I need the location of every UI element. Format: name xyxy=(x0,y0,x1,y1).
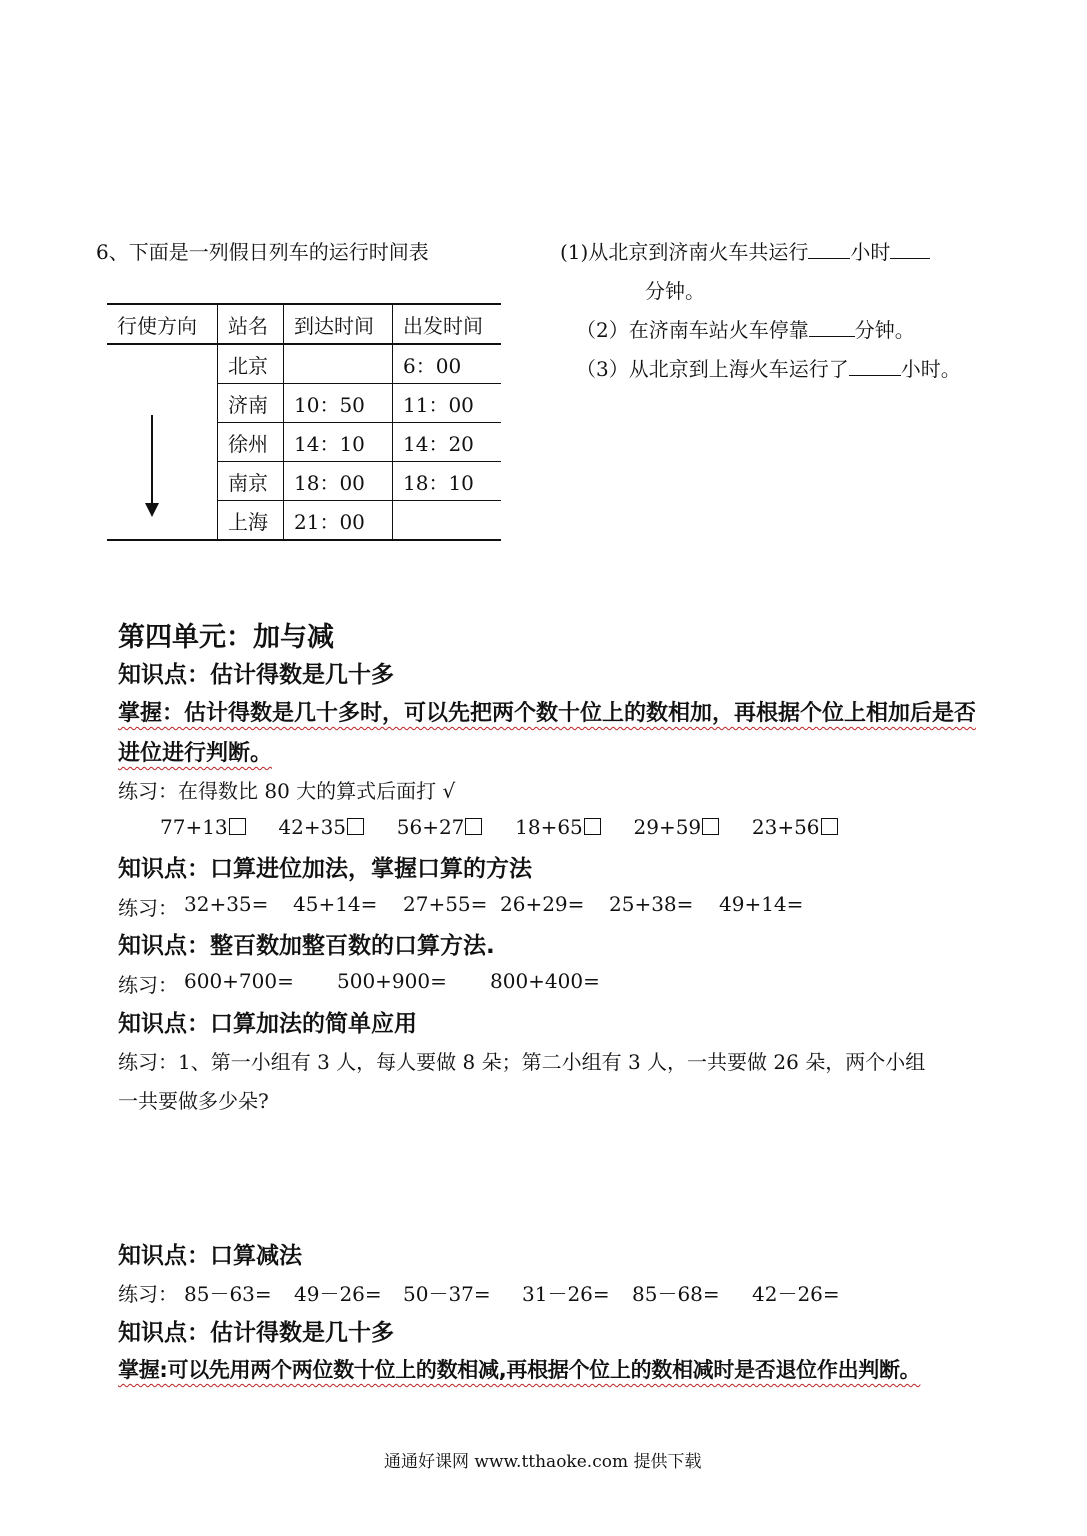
question-6-title: 6、下面是一列假日列车的运行时间表 xyxy=(96,240,429,264)
q2-text: （2）在济南车站火车停靠 xyxy=(576,318,809,342)
q2-line xyxy=(576,314,915,343)
q1-text: (1)从北京到济南火车共运行 xyxy=(560,240,809,264)
q1-minutes-label: 分钟。 xyxy=(645,279,705,303)
station-cell: 徐州 xyxy=(218,423,284,462)
mastery-text-1b: 进位进行判断。 xyxy=(118,741,273,766)
expr-item: 600+700= xyxy=(184,969,294,993)
knowledge-point-1: 知识点：估计得数是几十多 xyxy=(118,662,394,688)
expr-item: 42+35 xyxy=(278,815,347,839)
checkbox[interactable] xyxy=(584,818,601,835)
arrowhead-icon xyxy=(145,503,159,517)
expr-item: 85－68= xyxy=(632,1282,720,1306)
exercise-3-label: 练习： xyxy=(118,973,178,997)
unit-title: 第四单元：加与减 xyxy=(118,622,334,653)
header-departure: 出发时间 xyxy=(393,304,502,344)
q3-hours-label: 小时。 xyxy=(900,357,961,381)
header-station: 站名 xyxy=(218,304,284,344)
mastery-text-1a: 掌握：估计得数是几十多时，可以先把两个数十位上的数相加，再根据个位上相加后是否 xyxy=(118,701,977,726)
q3-line xyxy=(576,353,961,382)
expr-item: 25+38= xyxy=(609,892,694,916)
knowledge-point-3: 知识点：整百数加整百数的口算方法. xyxy=(118,933,495,959)
expr-item: 18+65 xyxy=(515,815,583,839)
arrival-cell: 21：00 xyxy=(284,501,393,541)
expr-item: 23+56 xyxy=(751,815,820,839)
expr-item: 29+59 xyxy=(633,815,702,839)
direction-cell xyxy=(107,344,218,540)
exercise-4-line-1: 练习：1、第一小组有 3 人，每人要做 8 朵；第二小组有 3 人，一共要做 26 朵，两个小组 xyxy=(118,1050,926,1074)
departure-cell: 18：10 xyxy=(393,462,502,501)
exercise-5-label: 练习： xyxy=(118,1282,178,1306)
expr-item: 56+27 xyxy=(396,815,465,839)
checkbox[interactable] xyxy=(465,818,482,835)
expr-item: 27+55= xyxy=(403,892,488,916)
table-row xyxy=(107,344,501,384)
arrival-cell: 14：10 xyxy=(284,423,393,462)
knowledge-point-6: 知识点：估计得数是几十多 xyxy=(118,1320,394,1346)
departure-cell xyxy=(393,501,502,541)
expr-item: 31－26= xyxy=(522,1282,610,1306)
station-cell: 南京 xyxy=(218,462,284,501)
arrival-cell: 10：50 xyxy=(284,384,393,423)
checkbox[interactable] xyxy=(229,818,246,835)
q3-text: （3）从北京到上海火车运行了 xyxy=(576,357,849,381)
expr-item: 49－26= xyxy=(294,1282,382,1306)
blank-q1-hours[interactable] xyxy=(808,240,850,259)
arrival-cell xyxy=(284,344,393,384)
expr-item: 800+400= xyxy=(490,969,600,993)
checkbox[interactable] xyxy=(702,818,719,835)
expr-item: 26+29= xyxy=(500,892,585,916)
checkbox[interactable] xyxy=(821,818,838,835)
expr-item: 42－26= xyxy=(752,1282,840,1306)
blank-q1-minutes[interactable] xyxy=(890,240,930,259)
header-direction: 行使方向 xyxy=(107,304,218,344)
expr-item: 32+35= xyxy=(184,892,269,916)
expr-item: 85－63= xyxy=(184,1282,272,1306)
q2-minutes-label: 分钟。 xyxy=(854,318,915,342)
exercise-2-label: 练习： xyxy=(118,896,178,920)
departure-cell: 6：00 xyxy=(393,344,502,384)
blank-q2-minutes[interactable] xyxy=(809,318,855,337)
q1-hours-label: 小时 xyxy=(850,240,891,264)
station-cell: 上海 xyxy=(218,501,284,541)
exercise-1-items xyxy=(160,815,838,839)
header-arrival: 到达时间 xyxy=(284,304,393,344)
departure-cell: 14：20 xyxy=(393,423,502,462)
arrival-cell: 18：00 xyxy=(284,462,393,501)
station-cell: 北京 xyxy=(218,344,284,384)
expr-item: 77+13 xyxy=(160,815,228,839)
blank-q3-hours[interactable] xyxy=(849,357,901,376)
checkbox[interactable] xyxy=(347,818,364,835)
expr-item: 45+14= xyxy=(293,892,378,916)
mastery-text-2: 掌握:可以先用两个两位数十位上的数相减,再根据个位上的数相减时是否退位作出判断。 xyxy=(118,1358,921,1382)
station-cell: 济南 xyxy=(218,384,284,423)
departure-cell: 11：00 xyxy=(393,384,502,423)
knowledge-point-5: 知识点：口算减法 xyxy=(118,1243,302,1269)
down-arrow-icon xyxy=(151,415,153,505)
expr-item: 49+14= xyxy=(719,892,804,916)
footer-text: 通通好课网 www.tthaoke.com 提供下载 xyxy=(384,1452,702,1472)
exercise-4-line-2: 一共要做多少朵? xyxy=(118,1089,269,1113)
train-timetable xyxy=(107,303,501,541)
timetable-header-row xyxy=(107,304,501,344)
knowledge-point-4: 知识点：口算加法的简单应用 xyxy=(118,1011,417,1037)
exercise-1: 练习：在得数比 80 大的算式后面打 √ xyxy=(118,779,456,803)
knowledge-point-2: 知识点：口算进位加法，掌握口算的方法 xyxy=(118,856,532,882)
expr-item: 500+900= xyxy=(337,969,447,993)
expr-item: 50－37= xyxy=(403,1282,491,1306)
q1-line xyxy=(560,236,930,265)
